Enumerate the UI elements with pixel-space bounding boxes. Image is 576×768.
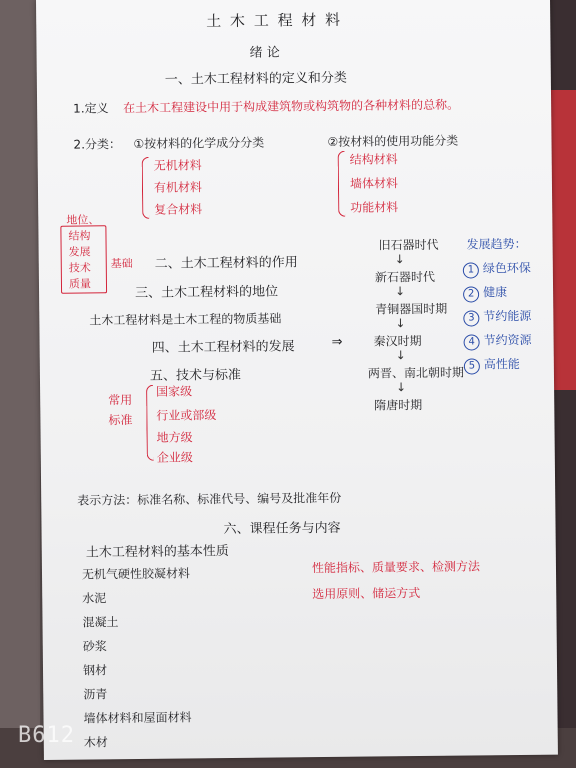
section-3-note: 土木工程材料是土木工程的物质基础 — [89, 311, 282, 328]
history-item: 新石器时代 — [374, 269, 436, 285]
standard-item: 行业或部级 — [156, 408, 217, 423]
brace-chem — [142, 157, 150, 219]
number-badge: 4 — [464, 334, 480, 350]
course-right-note: 选用原则、储运方式 — [312, 586, 421, 602]
course-item: 木材 — [83, 735, 108, 750]
standard-item: 国家级 — [156, 384, 193, 399]
history-item: 隋唐时期 — [374, 397, 423, 413]
standard-item: 企业级 — [156, 450, 193, 465]
chem-item: 复合材料 — [154, 202, 203, 217]
section-2-heading: 二、土木工程材料的作用 — [154, 255, 298, 272]
background-left — [0, 0, 40, 768]
side-note-header: 地位、 — [66, 213, 100, 227]
number-badge: 5 — [464, 358, 480, 374]
down-arrow-icon: ↓ — [394, 252, 405, 267]
standard-item: 地方级 — [156, 430, 193, 445]
number-badge: 1 — [463, 262, 479, 278]
arrow-icon: ⇒ — [331, 334, 343, 350]
side-note-item: 技术 — [68, 261, 91, 275]
use-item: 功能材料 — [350, 200, 399, 215]
classify-by-chemistry: ①按材料的化学成分分类 — [133, 135, 265, 151]
definition-text: 在土木工程建设中用于构成建筑物或构筑物的各种材料的总称。 — [123, 97, 460, 116]
page-title: 土 木 工 程 材 料 — [206, 10, 343, 31]
section-6-heading: 六、课程任务与内容 — [223, 520, 341, 538]
trend-item: 4 节约资源 — [463, 331, 531, 351]
brace-use — [338, 151, 346, 217]
down-arrow-icon: ↓ — [395, 348, 406, 363]
course-right-note: 性能指标、质量要求、检测方法 — [311, 559, 481, 576]
section-3-heading: 三、土木工程材料的地位 — [135, 284, 279, 301]
course-item: 混凝土 — [82, 615, 119, 630]
number-badge: 2 — [463, 286, 479, 302]
course-item: 砂浆 — [82, 639, 107, 654]
expression-method: 表示方法：标准名称、标准代号、编号及批准年份 — [77, 490, 342, 508]
history-item: 旧石器时代 — [378, 237, 439, 253]
classify-by-use: ②按材料的使用功能分类 — [327, 133, 459, 149]
section-4-heading: 四、土木工程材料的发展 — [151, 339, 295, 356]
course-item: 墙体材料和屋面材料 — [83, 710, 192, 726]
side-note-tag: 基础 — [110, 257, 133, 271]
chem-item: 无机材料 — [153, 158, 202, 173]
watermark: B612 — [18, 723, 75, 748]
chem-item: 有机材料 — [153, 180, 203, 195]
section-1-heading: 一、土木工程材料的定义和分类 — [164, 70, 347, 88]
down-arrow-icon: ↓ — [396, 380, 407, 395]
brace-standard — [146, 385, 154, 461]
side-note-item: 质量 — [68, 277, 92, 291]
course-item: 沥青 — [83, 687, 108, 702]
standard-label: 标准 — [108, 413, 133, 428]
trend-title: 发展趋势： — [466, 236, 527, 252]
trend-item: 1 绿色环保 — [463, 259, 531, 279]
side-note-item: 结构 — [68, 229, 91, 243]
down-arrow-icon: ↓ — [394, 284, 406, 299]
use-item: 结构材料 — [349, 152, 398, 167]
intro-heading: 绪 论 — [249, 45, 280, 61]
course-item: 水泥 — [82, 591, 107, 606]
trend-item: 5 高性能 — [464, 355, 520, 375]
classification-label: 2.分类： — [73, 137, 122, 152]
section-5-heading: 五、技术与标准 — [149, 367, 242, 384]
course-item: 钢材 — [82, 663, 108, 678]
course-main: 土木工程材料的基本性质 — [85, 544, 229, 561]
down-arrow-icon: ↓ — [395, 316, 406, 331]
history-item: 秦汉时期 — [373, 333, 422, 349]
course-item: 无机气硬性胶凝材料 — [81, 566, 191, 582]
notebook-page — [36, 0, 558, 760]
trend-item: 3 节约能源 — [463, 307, 531, 327]
use-item: 墙体材料 — [349, 176, 399, 191]
side-note-item: 发展 — [68, 245, 91, 259]
history-item: 两晋、南北朝时期 — [367, 365, 465, 381]
standard-label: 常用 — [108, 393, 133, 408]
definition-label: 1.定义 — [73, 101, 109, 116]
number-badge: 3 — [463, 310, 479, 326]
trend-item: 2 健康 — [463, 283, 507, 302]
history-item: 青铜器国时期 — [375, 301, 448, 317]
